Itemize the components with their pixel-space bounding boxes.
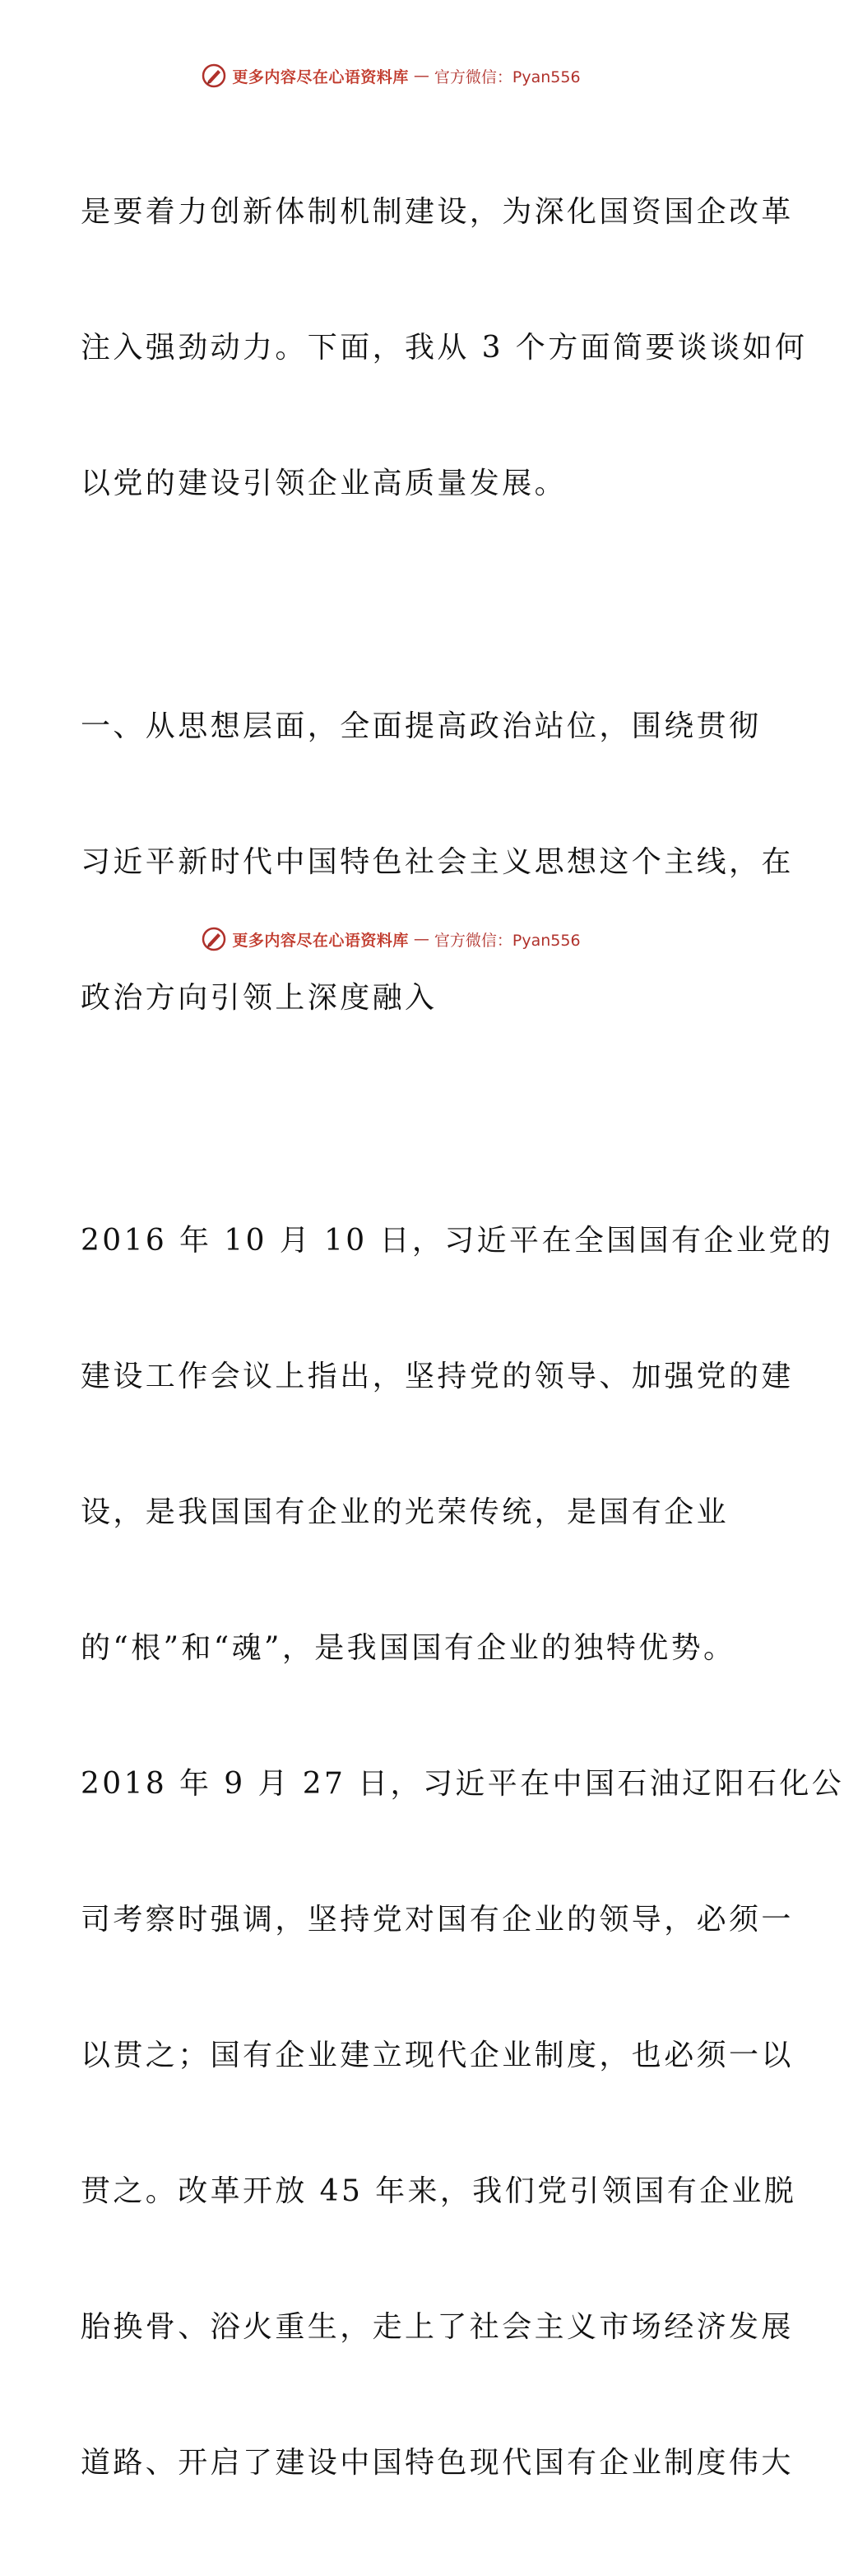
watermark-contact: 官方微信：Pyan556 — [434, 67, 581, 86]
text-line: 注入强劲动力。下面，我从 3 个方面简要谈谈如何 — [81, 331, 808, 365]
pen-logo-icon — [201, 926, 227, 952]
text-line: 2016 年 10 月 10 日，习近平在全国国有企业党的 — [81, 1224, 834, 1258]
text-line: 胎换骨、浴火重生，走上了社会主义市场经济发展 — [81, 2310, 794, 2344]
text-line: 2018 年 9 月 27 日，习近平在中国石油辽阳石化公 — [81, 1767, 844, 1801]
text-line: 设，是我国国有企业的光荣传统，是国有企业 — [81, 1495, 730, 1529]
text-line: 贯之。改革开放 45 年来，我们党引领国有企业脱 — [81, 2174, 797, 2208]
section-heading-1 — [81, 613, 794, 1111]
watermark-text: 更多内容尽在心语资料库 — [232, 67, 409, 86]
text-line: 以党的建设引领企业高质量发展。 — [81, 467, 568, 500]
header-watermark — [0, 59, 781, 92]
text-line: 习近平新时代中国特色社会主义思想这个主线，在 — [81, 845, 794, 879]
watermark-separator: — — [413, 67, 429, 85]
pen-logo-icon — [201, 63, 227, 89]
watermark-separator: — — [413, 930, 429, 948]
text-line: 建设工作会议上指出，坚持党的领导、加强党的建 — [81, 1360, 794, 1393]
document-body — [81, 99, 844, 2576]
text-line: 道路、开启了建设中国特色现代国有企业制度伟大 — [81, 2446, 794, 2480]
paragraph-body — [81, 1128, 844, 2576]
watermark-text: 更多内容尽在心语资料库 — [232, 931, 409, 950]
paragraph-intro — [81, 99, 808, 597]
text-line: 一、从思想层面，全面提高政治站位，围绕贯彻 — [81, 709, 762, 743]
text-line: 政治方向引领上深度融入 — [81, 981, 438, 1015]
text-line: 司考察时强调，坚持党对国有企业的领导，必须一 — [81, 1903, 794, 1937]
text-line: 是要着力创新体制机制建设，为深化国资国企改革 — [81, 195, 794, 229]
footer-watermark — [0, 923, 781, 956]
watermark-contact: 官方微信：Pyan556 — [434, 931, 581, 950]
text-line: 的“根”和“魂”，是我国国有企业的独特优势。 — [81, 1631, 736, 1665]
text-line: 以贯之；国有企业建立现代企业制度，也必须一以 — [81, 2039, 794, 2072]
